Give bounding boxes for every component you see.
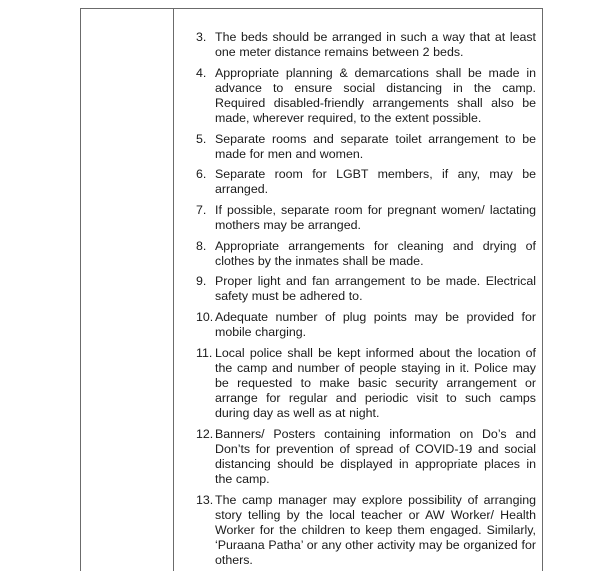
- item-number: 12.: [196, 426, 214, 441]
- list-item-13: [196, 493, 536, 568]
- item-number: 9.: [196, 274, 207, 289]
- guidelines-list: [196, 30, 536, 571]
- item-text: Proper light and fan arrangement to be made. Electrical safety must be adhered to.: [215, 274, 536, 304]
- item-text: Appropriate planning & demarcations shall be made in advance to ensure social distancing in the camp. Required disabled-friendly arrangements shall also be made, wherever required, to the extent possible.: [215, 65, 536, 125]
- item-number: 10.: [196, 310, 214, 324]
- item-number: 4.: [196, 65, 207, 80]
- item-text: Separate room for LGBT members, if any, may be arranged.: [215, 167, 536, 197]
- item-text: Local police shall be kept informed about the location of the camp and number of people staying in it. Police may be requested to make basic security arrangement or arrange for regular and periodic visit to such camps during day as well as at night.: [215, 345, 536, 421]
- item-number: 11.: [196, 345, 213, 360]
- item-number: 5.: [196, 131, 207, 146]
- list-item-3: [196, 30, 536, 60]
- item-text: Banners/ Posters containing information on Do’s and Don’ts for prevention of spread of COVID-19 and social distancing should be displayed in appropriate places in the camp.: [215, 426, 536, 486]
- table-column-divider: [173, 8, 174, 571]
- item-text: Adequate number of plug points may be provided for mobile charging.: [215, 310, 536, 340]
- item-text: Separate rooms and separate toilet arrangement to be made for men and women.: [215, 131, 536, 161]
- item-number: 6.: [196, 167, 207, 182]
- list-item-10: [196, 310, 536, 340]
- item-number: 13.: [196, 492, 214, 507]
- list-item-11: [196, 346, 536, 421]
- item-text: The camp manager may explore possibility of arranging story telling by the local teacher or AW Worker/ Health Worker for the children to keep them engaged. Similarly, ‘Puraana Patha’ or any other activity may be organized for others.: [215, 492, 536, 567]
- list-item-12: [196, 427, 536, 487]
- item-text: The beds should be arranged in such a way that at least one meter distance remains between 2 beds.: [215, 30, 536, 60]
- item-text: Appropriate arrangements for cleaning and drying of clothes by the inmates shall be made.: [215, 238, 536, 268]
- list-item-6: [196, 167, 536, 197]
- list-item-4: [196, 66, 536, 126]
- list-item-5: [196, 132, 536, 162]
- list-item-7: [196, 203, 536, 233]
- item-text: If possible, separate room for pregnant women/ lactating mothers may be arranged.: [215, 202, 536, 233]
- item-number: 3.: [196, 30, 207, 44]
- list-item-8: [196, 239, 536, 269]
- list-item-9: [196, 274, 536, 304]
- item-number: 7.: [196, 202, 207, 217]
- item-number: 8.: [196, 238, 207, 253]
